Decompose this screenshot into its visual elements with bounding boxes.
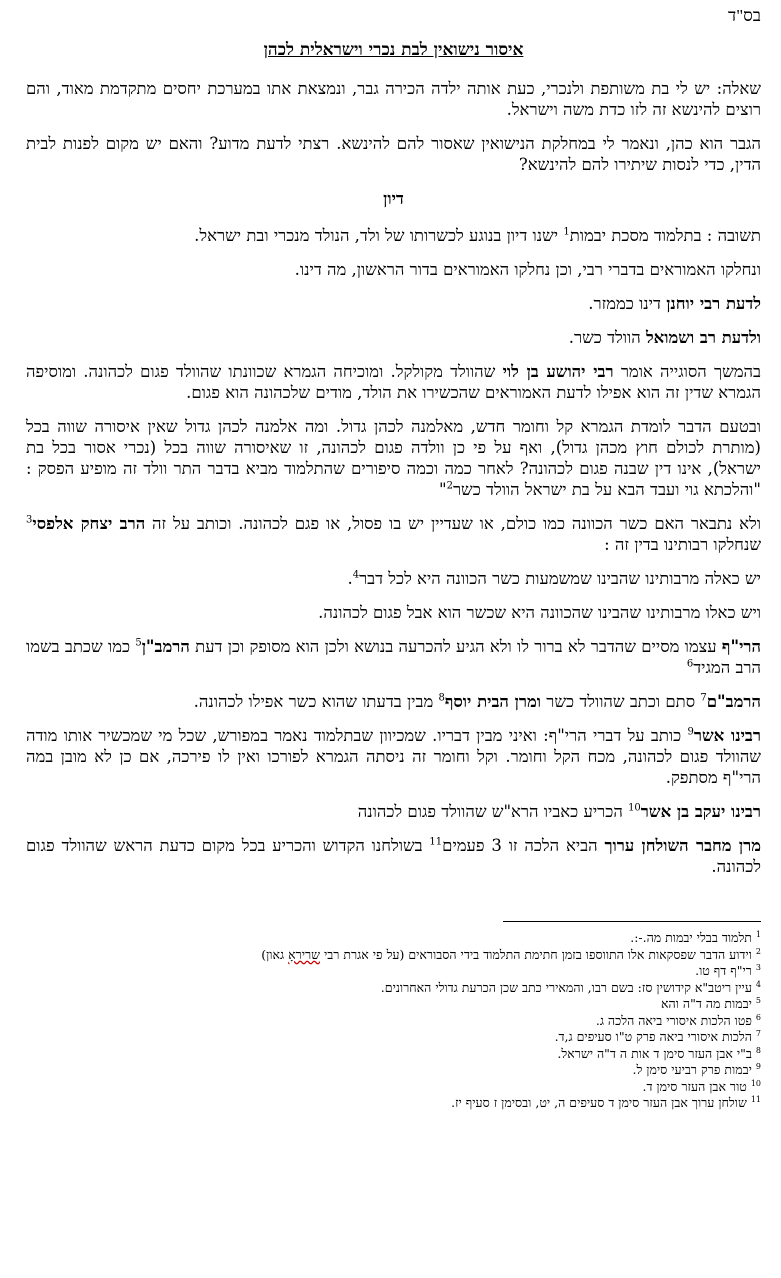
footnote-number: 1 <box>755 929 761 939</box>
answer-paragraph-1 <box>26 225 761 246</box>
footnote <box>26 1095 761 1112</box>
footnote <box>26 1029 761 1046</box>
answer-text: מבין בדעתו שהוא כשר אפילו לכהונה. <box>193 692 439 711</box>
answer-text: כמו שכתב בשמו הרב המגיד <box>26 637 761 677</box>
bold-name: הרי"ף <box>721 637 761 656</box>
answer-paragraph-5 <box>26 361 761 403</box>
bold-name: ומרן הבית יוסף <box>444 692 541 711</box>
answer-paragraph-8 <box>26 568 761 589</box>
footnote-number: 9 <box>755 1061 761 1071</box>
answer-text: הכריע כאביו הרא"ש שהוולד פגום לכהונה <box>357 802 629 821</box>
footnote <box>26 963 761 980</box>
footnote <box>26 996 761 1013</box>
footnote-ref: 9 <box>687 726 694 738</box>
answer-text: ולא נתבאר האם כשר הכוונה כמו כולם, או שעדיין יש בו פסול, או פגם לכהונה. וכותב על זה <box>145 514 761 533</box>
answer-text: עצמו מסיים שהדבר לא ברור לו ולא הגיע להכרעה בנושא ולכן הוא מסופק וכן דעת <box>189 637 722 656</box>
answer-paragraph-14 <box>26 835 761 877</box>
answer-text: בשולחנו הקדוש והכריע בכל מקום כדעת הראש שהוולד פגום לכהונה. <box>26 836 761 876</box>
footnote-text: הלכות איסורי ביאה פרק ט"ו סעיפים ג,ד. <box>554 1029 752 1044</box>
footnote-text: טור אבן העזר סימן ד. <box>642 1078 747 1094</box>
footnote-text: פטו הלכות איסורי ביאה הלכה ג. <box>595 1012 752 1028</box>
answer-paragraph-10 <box>26 636 761 678</box>
footnote-text: רי"ף דף טו. <box>695 963 752 978</box>
footnote <box>26 930 761 947</box>
answer-text: הוולד כשר. <box>568 328 646 347</box>
answer-paragraph-7 <box>26 513 761 555</box>
footnote-ref: 8 <box>438 692 445 704</box>
footnote-number: 3 <box>755 962 761 972</box>
footnote-number: 2 <box>755 946 761 956</box>
bold-name: הרמב"ן <box>141 637 190 656</box>
footnote-text: עיין ריטב"א קידושין סז: בשם רבו, והמאירי כתב שכן הכרעת גדולי האחרונים. <box>380 979 752 995</box>
footnote-number: 8 <box>755 1045 761 1055</box>
footnote <box>26 1062 761 1079</box>
question-paragraph-1: שאלה: יש לי בת משותפת ולנכרי, כעת אותה ילדה הכירה גבר, ונמצאת אתו במערכת יחסים מתקדמת מאוד, והם רוצים להינשא זה לזו כדת משה וישראל. <box>26 79 761 119</box>
footnote-text: גאון) <box>261 946 289 962</box>
footnote-ref: 2 <box>446 480 453 492</box>
footnote-number: 5 <box>755 995 761 1005</box>
footnote-ref: 10 <box>628 802 641 814</box>
page-header: בס"ד <box>728 6 761 25</box>
answer-text: שנחלקו רבותינו בדין זה : <box>604 535 761 554</box>
footnote-text: ב"י אבן העזר סימן ד אות ה ד"ה ישראל. <box>557 1045 752 1061</box>
bold-name: ולדעת רב ושמואל <box>645 328 761 347</box>
answer-paragraph-11 <box>26 691 761 712</box>
footnote-text: שולחן ערוך אבן העזר סימן ד סעיפים ה, יט, ובסימן ז סעיף יז. <box>451 1095 747 1110</box>
spellcheck-word: שריראָ <box>288 946 321 962</box>
answer-text: בהמשך הסוגייה אומר <box>613 362 761 381</box>
answer-text: ישנו דיון בנוגע לכשרותו של ולד, הנולד מנכרי ובת ישראל. <box>194 226 564 245</box>
bold-name: לדעת רבי יוחנן <box>666 294 761 313</box>
footnote-ref: 1 <box>563 226 570 238</box>
footnote <box>26 980 761 997</box>
answer-text: דינו כממזר. <box>588 294 667 313</box>
document-title: איסור נישואין לבת נכרי וישראלית לכהן <box>263 40 524 60</box>
footnote-text: יבמות פרק רביעי סימן ל. <box>632 1062 752 1077</box>
answer-text: ובטעם הדבר לומדת הגמרא קל וחומר חדש, מאלמנה לכהן גדול. ומה אלמנה לכהן גדול שאין איסורה שווה בכל (מותרת לכולם חוץ מכהן גדול), ואף על פי כן וולדה פגום לכהונה, זו שאיסורה שווה בכל (נכרי אסור בכל בת ישראל), אינו דין שבנה פגום לכהונה? לאחר כמה וכמה סיפורים שהתלמוד מביא בדבר התר וולד זה מופיע הפסק : "והלכתא גוי ועבד הבא על בת ישראל הוולד כשר <box>26 417 761 499</box>
answer-paragraph-12 <box>26 725 761 788</box>
footnote-separator <box>503 921 761 922</box>
answer-paragraph-9: ויש כאלו מרבותינו שהבינו שהכוונה היא שכשר הוא אבל פגום לכהונה. <box>318 603 761 622</box>
footnote <box>26 1013 761 1030</box>
answer-text: שהוולד מקולקל. ומוכיחה הגמרא שכוונתו שהוולד פגום לכהונה. ומוסיפה הגמרא שדין זה הוא אפילו לדעת האמוראים שהכשירו את הולד, מודים שלכהונה הוא פגום. <box>26 362 761 402</box>
footnote-text: וידוע הדבר שפסקאות אלו התווספו בזמן חתימת התלמוד בידי הסבוראים (על פי אגרת רבי <box>320 946 752 962</box>
footnote-ref: 4 <box>352 569 360 581</box>
footnote-ref: 11 <box>429 836 443 848</box>
answer-paragraph-13 <box>26 801 761 822</box>
bold-name: מרן מחבר השולחן ערוך <box>604 836 761 855</box>
footnote-number: 6 <box>755 1012 761 1022</box>
question-paragraph-2: הגבר הוא כהן, ונאמר לי במחלקת הנישואין שאסור להם להינשא. רצתי לדעת מדוע? והאם יש מקום לפנות לבית הדין, כדי לנסות שיתירו להם להינשא? <box>26 134 761 174</box>
answer-paragraph-2: ונחלקו האמוראים בדברי רבי, וכן נחלקו האמוראים בדור הראשון, מה דינו. <box>294 260 761 279</box>
answer-text: סתם וכתב שהוולד כשר <box>540 692 701 711</box>
bold-name: הרב יצחק אלפסי <box>32 514 146 533</box>
footnote <box>26 947 761 964</box>
answer-text: כותב על דברי הרי"ף: ואיני מבין דבריו. שמכיוון שבתלמוד נאמר במפורש, שכל מי שמכשיר אותו מודה שהוולד פגום לכהונה, מכח הקל וחומר. וקל וחומר זה ניסתה הגמרא לפורכו ואין לו פירכה, אם כן לא מובן במה הרי"ף מסתפק. <box>26 726 761 787</box>
footnote-number: 7 <box>755 1028 761 1038</box>
bold-name: רבינו יעקב בן אשר <box>640 802 761 821</box>
answer-text: " <box>438 480 447 499</box>
footnote-ref: 5 <box>135 637 142 649</box>
footnote <box>26 1046 761 1063</box>
bold-name: רבינו אשר <box>693 726 761 745</box>
footnote-number: 4 <box>755 979 761 989</box>
answer-text: . <box>347 569 353 588</box>
answer-paragraph-4 <box>26 327 761 348</box>
footnote-text: תלמוד בבלי יבמות מה.-:. <box>630 930 752 945</box>
footnote-number: 11 <box>750 1094 761 1104</box>
bold-name: רבי יהושע בן לוי <box>502 362 614 381</box>
answer-text: הביא הלכה זו 3 פעמים <box>442 836 605 855</box>
footnotes <box>26 930 761 1112</box>
footnote <box>26 1079 761 1096</box>
answer-text: יש כאלה מרבותינו שהבינו שמשמעות כשר הכוונה היא לכל דבר <box>359 569 761 588</box>
footnote-ref: 6 <box>686 658 694 670</box>
footnote-ref: 7 <box>700 692 707 704</box>
answer-text: תשובה : בתלמוד מסכת יבמות <box>569 226 761 245</box>
discussion-heading: דיון <box>383 189 404 208</box>
bold-name: הרמב"ם <box>706 692 761 711</box>
answer-paragraph-6 <box>26 416 761 500</box>
footnote-ref: 3 <box>26 514 33 526</box>
footnote-text: יבמות מה ד"ה והא <box>661 996 752 1011</box>
footnote-number: 10 <box>750 1078 761 1088</box>
answer-paragraph-3 <box>26 293 761 314</box>
